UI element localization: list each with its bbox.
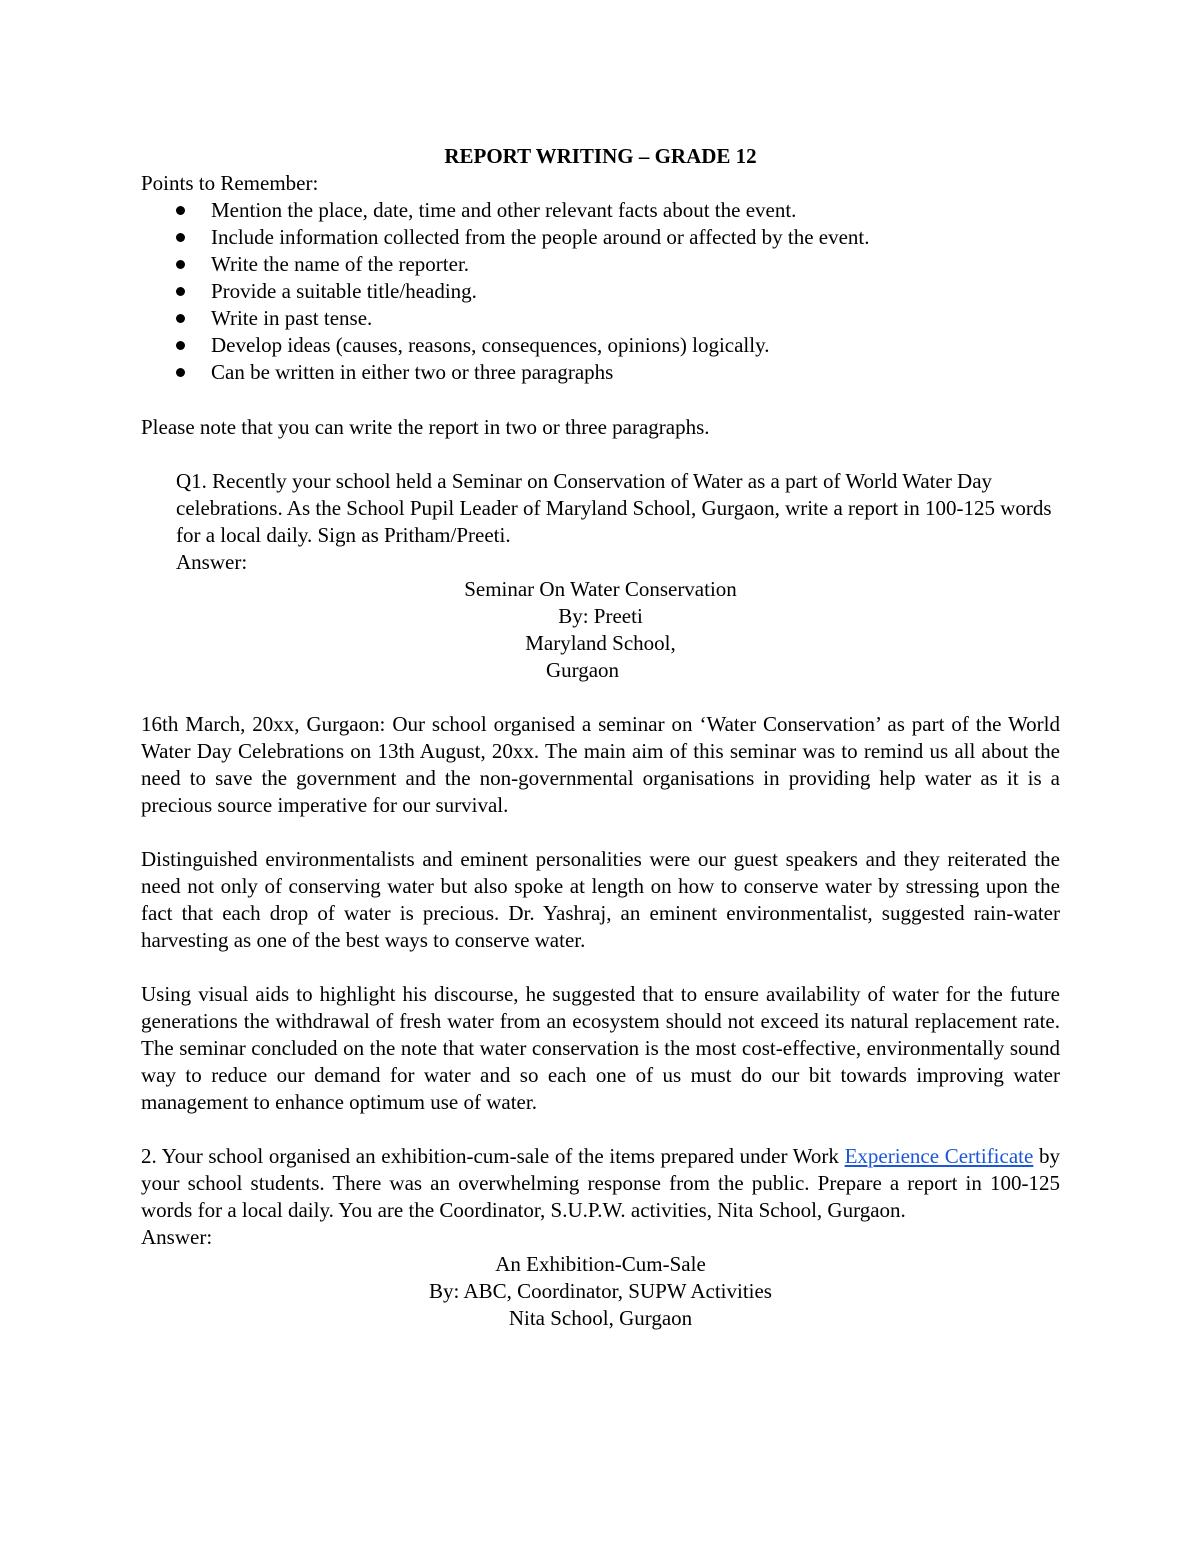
report-paragraph: Distinguished environmentalists and eminent personalities were our guest speakers and they reiterated the need not only of conserving water but also spoke at length on how to conserve water by stressing upon the fact that each drop of water is precious. Dr. Yashraj, an eminent environmentalist, suggested rain-water harvesting as one of the best ways to conserve water. [141, 847, 1060, 952]
bullet-icon [176, 341, 185, 350]
bullet-icon [176, 368, 185, 377]
points-heading: Points to Remember: [141, 171, 319, 195]
bullet-icon [176, 233, 185, 242]
question-1-block [176, 468, 1060, 684]
report-title: An Exhibition-Cum-Sale [495, 1252, 706, 1276]
document-page [141, 143, 1060, 1332]
experience-certificate-link[interactable]: Experience Certificate [844, 1144, 1034, 1168]
report-byline: By: ABC, Coordinator, SUPW Activities [429, 1279, 772, 1303]
answer-label: Answer: [141, 1225, 213, 1249]
report-school: Maryland School, [525, 631, 676, 655]
list-item: Mention the place, date, time and other relevant facts about the event. [141, 197, 1060, 224]
list-item: Include information collected from the people around or affected by the event. [141, 224, 1060, 251]
document-title: REPORT WRITING – GRADE 12 [444, 144, 757, 168]
list-item: Write in past tense. [141, 305, 1060, 332]
question-1-text: Q1. Recently your school held a Seminar on Conservation of Water as a part of World Water Day celebrations. As the School Pupil Leader of Maryland School, Gurgaon, write a report in 100-125 words for a local daily. Sign as Pritham/Preeti. [176, 469, 1052, 547]
list-item: Can be written in either two or three paragraphs [141, 359, 1060, 386]
bullet-icon [176, 260, 185, 269]
report-school: Nita School, Gurgaon [508, 1306, 693, 1330]
list-item: Develop ideas (causes, reasons, consequences, opinions) logically. [141, 332, 1060, 359]
bullet-icon [176, 206, 185, 215]
bullet-icon [176, 287, 185, 296]
note-text: Please note that you can write the report in two or three paragraphs. [141, 415, 710, 439]
report-city: Gurgaon [545, 658, 620, 682]
report-byline: By: Preeti [558, 604, 643, 628]
list-item: Provide a suitable title/heading. [141, 278, 1060, 305]
question-2-text: 2. Your school organised an exhibition-cum-sale of the items prepared under Work Experience Certificate by your school students. There was an overwhelming response from the public. Prepare a report in 100-125 words for a local daily. You are the Coordinator, S.U.P.W. activities, Nita School, Gurgaon. [141, 1144, 1060, 1222]
bullet-icon [176, 314, 185, 323]
answer-label: Answer: [176, 550, 248, 574]
report-paragraph: 16th March, 20xx, Gurgaon: Our school organised a seminar on ‘Water Conservation’ as part of the World Water Day Celebrations on 13th August, 20xx. The main aim of this seminar was to remind us all about the need to save the government and the non-governmental organisations in providing help water as it is a precious source imperative for our survival. [141, 712, 1060, 817]
report-title: Seminar On Water Conservation [464, 577, 737, 601]
list-item: Write the name of the reporter. [141, 251, 1060, 278]
report-heading [141, 1251, 1060, 1332]
report-paragraph: Using visual aids to highlight his discourse, he suggested that to ensure availability of water for the future generations the withdrawal of fresh water from an ecosystem should not exceed its natural replacement rate. The seminar concluded on the note that water conservation is the most cost-effective, environmentally sound way to reduce our demand for water and so each one of us must do our bit towards improving water management to enhance optimum use of water. [141, 982, 1060, 1114]
points-list [141, 197, 1060, 386]
report-heading [141, 576, 1060, 684]
